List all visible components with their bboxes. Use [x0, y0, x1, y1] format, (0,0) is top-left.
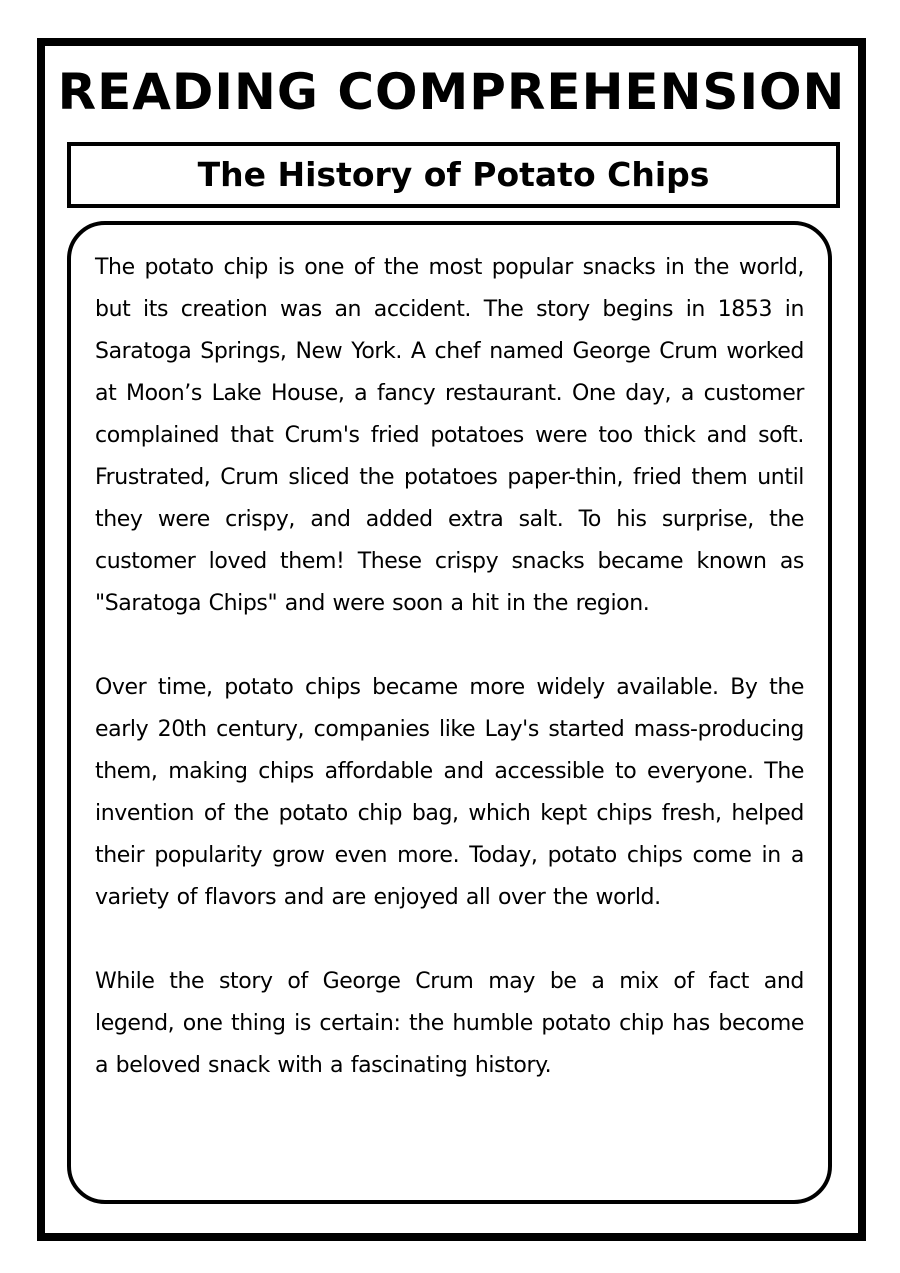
passage-paragraph-1: The potato chip is one of the most popular snacks in the world, but its creation was an accident. The story begins in 1853 in Saratoga Springs, New York. A chef named George Crum worked at Moon’s Lake House, a fancy restaurant. One day, a customer complained that Crum's fried potatoes were too thick and soft. Frustrated, Crum sliced the potatoes paper-thin, fried them until they were crispy, and added extra salt. To his surprise, the customer loved them! These crispy snacks became known as "Saratoga Chips" and were soon a hit in the region.	[95, 255, 804, 616]
passage-title: The History of Potato Chips	[197, 155, 710, 194]
title-box	[67, 142, 840, 208]
passage-box	[67, 221, 832, 1204]
passage-paragraph-2: Over time, potato chips became more widely available. By the early 20th century, companies like Lay's started mass-producing them, making chips affordable and accessible to everyone. The invention of the potato chip bag, which kept chips fresh, helped their popularity grow even more. Today, potato chips come in a variety of flavors and are enjoyed all over the world.	[95, 675, 804, 910]
passage-paragraph-3: While the story of George Crum may be a mix of fact and legend, one thing is certain: the humble potato chip has become a beloved snack with a fascinating history.	[95, 969, 804, 1078]
worksheet-heading: READING COMPREHENSION	[57, 63, 846, 121]
worksheet-frame	[37, 38, 866, 1241]
